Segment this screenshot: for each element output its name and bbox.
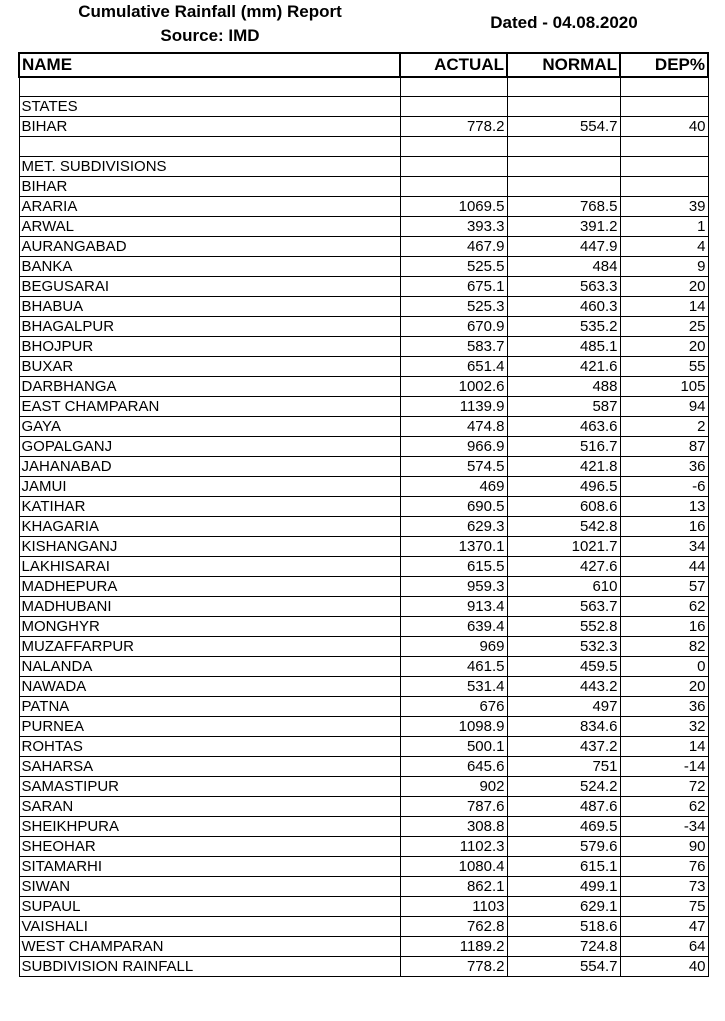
cell-actual: 690.5	[400, 497, 507, 517]
cell-dep: 64	[620, 937, 708, 957]
cell-normal: 834.6	[507, 717, 620, 737]
cell-name: GAYA	[19, 417, 400, 437]
cell-normal: 724.8	[507, 937, 620, 957]
cell-normal: 563.7	[507, 597, 620, 617]
table-row	[19, 317, 708, 337]
cell-normal: 421.8	[507, 457, 620, 477]
cell-name: BIHAR	[19, 177, 400, 197]
table-row	[19, 457, 708, 477]
cell-normal	[507, 177, 620, 197]
cell-actual: 1069.5	[400, 197, 507, 217]
cell-normal: 484	[507, 257, 620, 277]
cell-name: SARAN	[19, 797, 400, 817]
cell-actual: 778.2	[400, 957, 507, 977]
table-body	[19, 77, 708, 977]
cell-actual: 1002.6	[400, 377, 507, 397]
table-row	[19, 137, 708, 157]
cell-name: AURANGABAD	[19, 237, 400, 257]
cell-name: MONGHYR	[19, 617, 400, 637]
column-header-normal: NORMAL	[507, 53, 620, 77]
cell-normal: 768.5	[507, 197, 620, 217]
cell-dep	[620, 137, 708, 157]
cell-name: KISHANGANJ	[19, 537, 400, 557]
cell-normal: 518.6	[507, 917, 620, 937]
cell-normal: 587	[507, 397, 620, 417]
cell-dep	[620, 157, 708, 177]
table-row	[19, 717, 708, 737]
cell-name: BEGUSARAI	[19, 277, 400, 297]
report-title: Cumulative Rainfall (mm) Report	[78, 2, 342, 21]
cell-normal: 554.7	[507, 117, 620, 137]
cell-dep: 55	[620, 357, 708, 377]
table-row	[19, 677, 708, 697]
cell-normal: 497	[507, 697, 620, 717]
cell-name: SUBDIVISION RAINFALL	[19, 957, 400, 977]
cell-normal: 463.6	[507, 417, 620, 437]
cell-actual: 1102.3	[400, 837, 507, 857]
cell-name	[19, 77, 400, 97]
cell-normal: 563.3	[507, 277, 620, 297]
cell-normal: 469.5	[507, 817, 620, 837]
cell-actual: 393.3	[400, 217, 507, 237]
cell-name: SAHARSA	[19, 757, 400, 777]
cell-normal: 487.6	[507, 797, 620, 817]
cell-actual: 651.4	[400, 357, 507, 377]
table-row	[19, 197, 708, 217]
rainfall-table	[18, 52, 709, 977]
cell-dep: 73	[620, 877, 708, 897]
cell-normal: 615.1	[507, 857, 620, 877]
cell-normal: 496.5	[507, 477, 620, 497]
table-row	[19, 957, 708, 977]
table-row	[19, 617, 708, 637]
table-row	[19, 297, 708, 317]
cell-name: MADHEPURA	[19, 577, 400, 597]
report-header	[0, 0, 725, 52]
cell-normal	[507, 77, 620, 97]
cell-name	[19, 137, 400, 157]
cell-normal: 1021.7	[507, 537, 620, 557]
cell-dep: 62	[620, 797, 708, 817]
cell-name: VAISHALI	[19, 917, 400, 937]
cell-name: ARARIA	[19, 197, 400, 217]
table-row	[19, 877, 708, 897]
cell-actual	[400, 77, 507, 97]
cell-actual: 1080.4	[400, 857, 507, 877]
cell-actual	[400, 157, 507, 177]
cell-dep: 32	[620, 717, 708, 737]
report-date: Dated - 04.08.2020	[490, 13, 638, 32]
cell-dep: 20	[620, 277, 708, 297]
table-row	[19, 477, 708, 497]
table-row	[19, 357, 708, 377]
cell-dep: 62	[620, 597, 708, 617]
table-row	[19, 177, 708, 197]
table-row	[19, 257, 708, 277]
cell-name: BIHAR	[19, 117, 400, 137]
cell-normal: 542.8	[507, 517, 620, 537]
table-row	[19, 837, 708, 857]
cell-normal: 437.2	[507, 737, 620, 757]
table-row	[19, 417, 708, 437]
cell-dep	[620, 77, 708, 97]
cell-actual: 645.6	[400, 757, 507, 777]
cell-dep: 25	[620, 317, 708, 337]
cell-actual: 469	[400, 477, 507, 497]
cell-normal	[507, 137, 620, 157]
cell-actual: 583.7	[400, 337, 507, 357]
cell-name: BHABUA	[19, 297, 400, 317]
cell-actual: 474.8	[400, 417, 507, 437]
report-source: Source: IMD	[160, 26, 260, 45]
cell-normal: 488	[507, 377, 620, 397]
cell-normal: 552.8	[507, 617, 620, 637]
cell-dep: -34	[620, 817, 708, 837]
table-row	[19, 497, 708, 517]
table-row	[19, 637, 708, 657]
cell-actual: 762.8	[400, 917, 507, 937]
table-row	[19, 737, 708, 757]
cell-actual: 308.8	[400, 817, 507, 837]
cell-actual	[400, 177, 507, 197]
cell-name: MADHUBANI	[19, 597, 400, 617]
cell-dep: 14	[620, 297, 708, 317]
cell-name: SHEIKHPURA	[19, 817, 400, 837]
cell-normal: 421.6	[507, 357, 620, 377]
table-row	[19, 577, 708, 597]
cell-dep: 57	[620, 577, 708, 597]
cell-name: SUPAUL	[19, 897, 400, 917]
table-row	[19, 337, 708, 357]
cell-name: STATES	[19, 97, 400, 117]
cell-actual: 959.3	[400, 577, 507, 597]
column-header-actual: ACTUAL	[400, 53, 507, 77]
cell-dep: 36	[620, 457, 708, 477]
cell-normal: 443.2	[507, 677, 620, 697]
cell-actual: 525.3	[400, 297, 507, 317]
cell-actual: 639.4	[400, 617, 507, 637]
cell-name: DARBHANGA	[19, 377, 400, 397]
cell-normal: 499.1	[507, 877, 620, 897]
cell-actual: 1098.9	[400, 717, 507, 737]
cell-dep: 90	[620, 837, 708, 857]
cell-normal: 427.6	[507, 557, 620, 577]
cell-actual: 676	[400, 697, 507, 717]
cell-name: KHAGARIA	[19, 517, 400, 537]
cell-dep: 1	[620, 217, 708, 237]
cell-name: KATIHAR	[19, 497, 400, 517]
table-row	[19, 117, 708, 137]
table-row	[19, 757, 708, 777]
cell-normal	[507, 157, 620, 177]
cell-normal: 751	[507, 757, 620, 777]
cell-name: MUZAFFARPUR	[19, 637, 400, 657]
cell-dep: 82	[620, 637, 708, 657]
cell-dep	[620, 97, 708, 117]
cell-name: BHOJPUR	[19, 337, 400, 357]
cell-normal: 460.3	[507, 297, 620, 317]
cell-dep: 39	[620, 197, 708, 217]
cell-actual: 913.4	[400, 597, 507, 617]
cell-name: MET. SUBDIVISIONS	[19, 157, 400, 177]
cell-normal: 447.9	[507, 237, 620, 257]
table-row	[19, 157, 708, 177]
table-row	[19, 237, 708, 257]
cell-name: JAHANABAD	[19, 457, 400, 477]
cell-name: WEST CHAMPARAN	[19, 937, 400, 957]
cell-dep: 34	[620, 537, 708, 557]
cell-actual: 1189.2	[400, 937, 507, 957]
cell-name: NALANDA	[19, 657, 400, 677]
cell-dep: 13	[620, 497, 708, 517]
table-row	[19, 777, 708, 797]
cell-normal: 610	[507, 577, 620, 597]
table-row	[19, 377, 708, 397]
cell-dep: 36	[620, 697, 708, 717]
cell-name: BUXAR	[19, 357, 400, 377]
cell-name: JAMUI	[19, 477, 400, 497]
cell-normal: 459.5	[507, 657, 620, 677]
cell-dep: 76	[620, 857, 708, 877]
cell-actual: 902	[400, 777, 507, 797]
cell-dep: 9	[620, 257, 708, 277]
table-row	[19, 937, 708, 957]
cell-actual: 969	[400, 637, 507, 657]
table-row	[19, 917, 708, 937]
cell-actual	[400, 97, 507, 117]
cell-actual: 629.3	[400, 517, 507, 537]
cell-name: PATNA	[19, 697, 400, 717]
cell-actual: 670.9	[400, 317, 507, 337]
cell-dep: 16	[620, 617, 708, 637]
cell-actual: 675.1	[400, 277, 507, 297]
cell-normal: 391.2	[507, 217, 620, 237]
cell-actual: 778.2	[400, 117, 507, 137]
cell-dep: 47	[620, 917, 708, 937]
cell-dep: 0	[620, 657, 708, 677]
table-row	[19, 77, 708, 97]
cell-actual: 1103	[400, 897, 507, 917]
cell-dep: 16	[620, 517, 708, 537]
cell-normal	[507, 97, 620, 117]
table-row	[19, 517, 708, 537]
column-header-name: NAME	[19, 53, 400, 77]
cell-actual: 467.9	[400, 237, 507, 257]
table-row	[19, 437, 708, 457]
cell-dep: -14	[620, 757, 708, 777]
cell-name: EAST CHAMPARAN	[19, 397, 400, 417]
cell-actual: 966.9	[400, 437, 507, 457]
cell-actual: 461.5	[400, 657, 507, 677]
cell-dep: 87	[620, 437, 708, 457]
cell-dep: 40	[620, 957, 708, 977]
table-row	[19, 537, 708, 557]
cell-actual: 862.1	[400, 877, 507, 897]
cell-dep: 94	[620, 397, 708, 417]
cell-name: NAWADA	[19, 677, 400, 697]
cell-dep: 105	[620, 377, 708, 397]
table-row	[19, 817, 708, 837]
table-row	[19, 557, 708, 577]
cell-normal: 629.1	[507, 897, 620, 917]
cell-actual: 1370.1	[400, 537, 507, 557]
table-row	[19, 697, 708, 717]
cell-normal: 532.3	[507, 637, 620, 657]
cell-name: LAKHISARAI	[19, 557, 400, 577]
column-header-dep: DEP%	[620, 53, 708, 77]
cell-dep	[620, 177, 708, 197]
cell-normal: 485.1	[507, 337, 620, 357]
cell-name: SHEOHAR	[19, 837, 400, 857]
cell-name: GOPALGANJ	[19, 437, 400, 457]
cell-name: BANKA	[19, 257, 400, 277]
cell-dep: 4	[620, 237, 708, 257]
table-row	[19, 797, 708, 817]
cell-actual	[400, 137, 507, 157]
cell-normal: 554.7	[507, 957, 620, 977]
table-row	[19, 857, 708, 877]
cell-name: ARWAL	[19, 217, 400, 237]
table-row	[19, 277, 708, 297]
cell-dep: 2	[620, 417, 708, 437]
cell-dep: 75	[620, 897, 708, 917]
table-row	[19, 97, 708, 117]
cell-name: SAMASTIPUR	[19, 777, 400, 797]
cell-normal: 516.7	[507, 437, 620, 457]
cell-dep: -6	[620, 477, 708, 497]
cell-name: ROHTAS	[19, 737, 400, 757]
cell-dep: 20	[620, 677, 708, 697]
table-row	[19, 657, 708, 677]
cell-dep: 72	[620, 777, 708, 797]
cell-dep: 20	[620, 337, 708, 357]
cell-dep: 44	[620, 557, 708, 577]
cell-name: BHAGALPUR	[19, 317, 400, 337]
table-row	[19, 217, 708, 237]
cell-normal: 579.6	[507, 837, 620, 857]
cell-actual: 787.6	[400, 797, 507, 817]
cell-name: SIWAN	[19, 877, 400, 897]
cell-name: SITAMARHI	[19, 857, 400, 877]
cell-actual: 500.1	[400, 737, 507, 757]
cell-actual: 615.5	[400, 557, 507, 577]
cell-dep: 40	[620, 117, 708, 137]
cell-normal: 524.2	[507, 777, 620, 797]
cell-name: PURNEA	[19, 717, 400, 737]
table-row	[19, 397, 708, 417]
cell-dep: 14	[620, 737, 708, 757]
cell-actual: 1139.9	[400, 397, 507, 417]
table-row	[19, 897, 708, 917]
cell-actual: 525.5	[400, 257, 507, 277]
cell-normal: 608.6	[507, 497, 620, 517]
table-row	[19, 597, 708, 617]
cell-actual: 574.5	[400, 457, 507, 477]
cell-actual: 531.4	[400, 677, 507, 697]
table-header-row	[19, 53, 708, 77]
cell-normal: 535.2	[507, 317, 620, 337]
